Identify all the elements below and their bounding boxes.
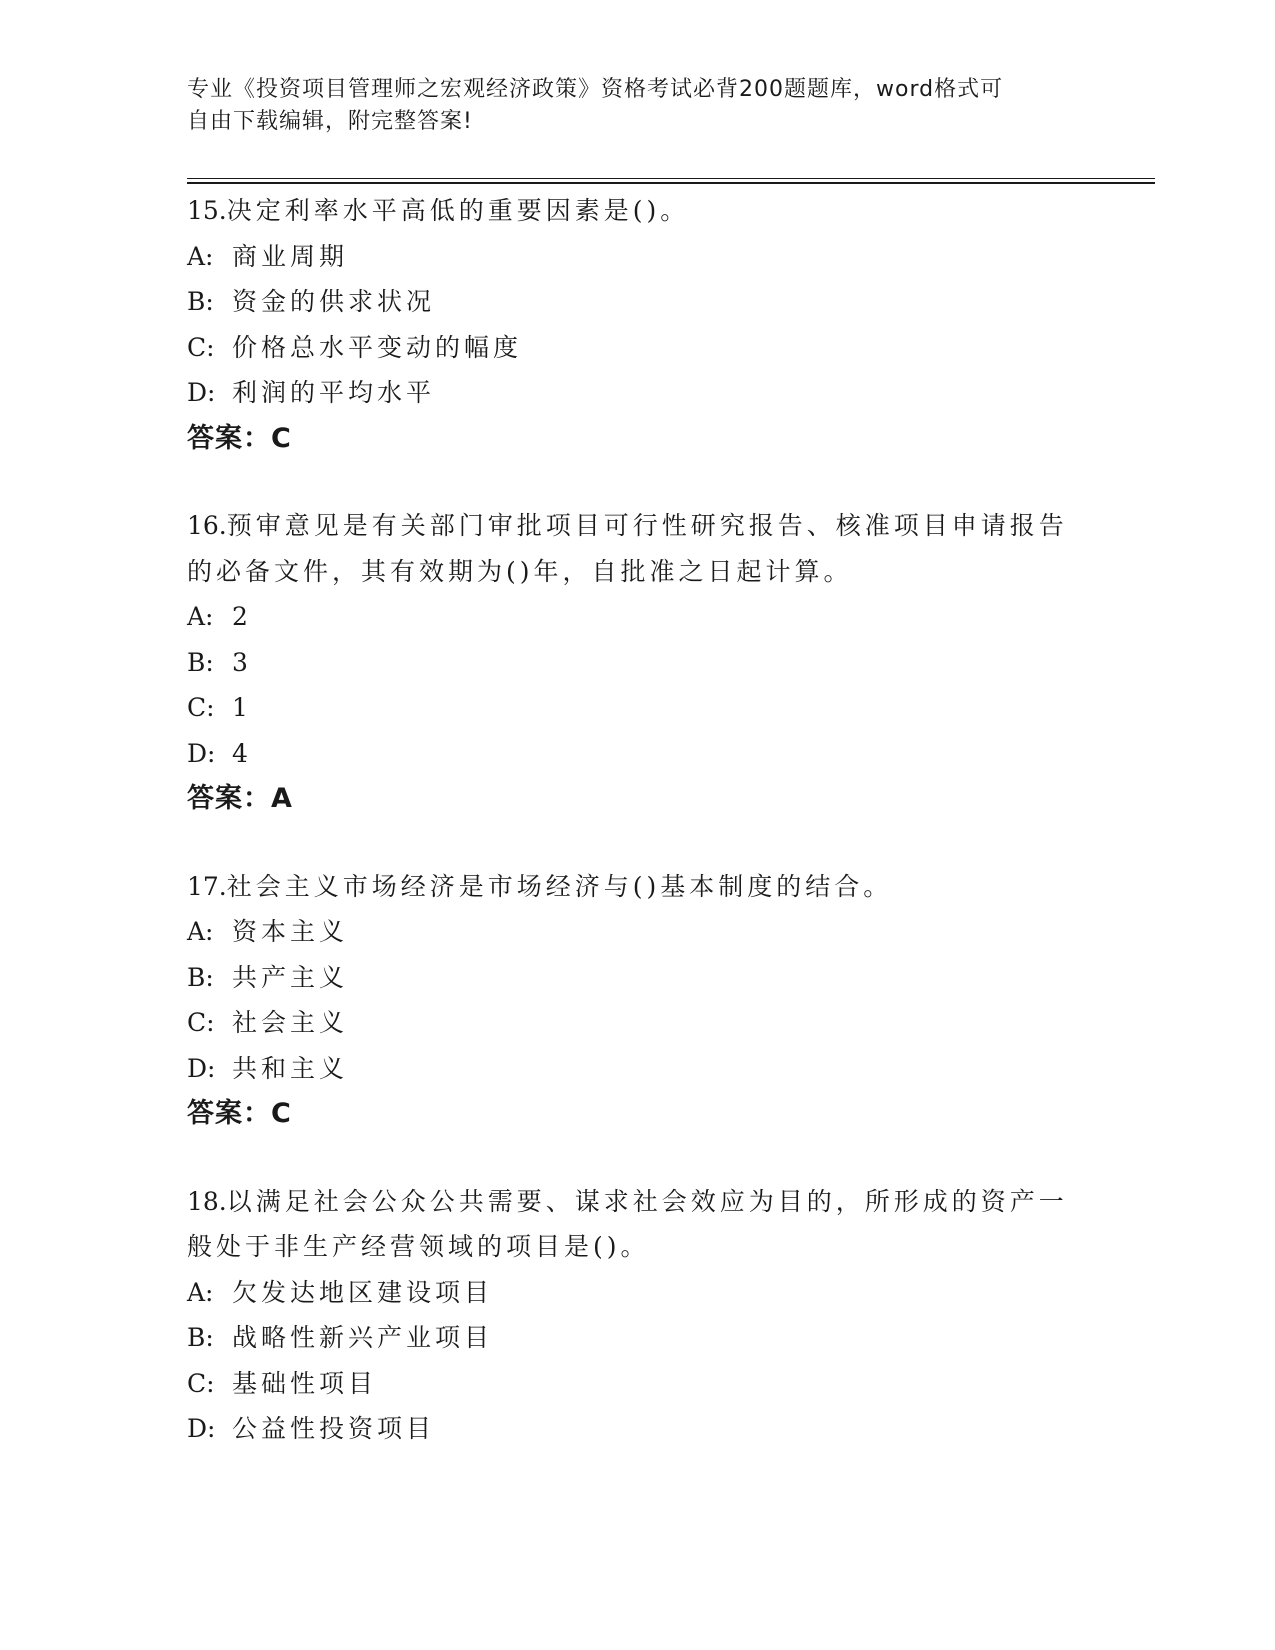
question-text-line [187,549,1087,595]
option-text: 利润的平均水平 [232,378,436,407]
question-text-line [187,188,1087,234]
option-key: B: [187,287,214,316]
question-block [187,1179,1087,1452]
option-text: 基础性项目 [232,1368,378,1398]
question-text [187,188,1087,234]
question-text-content: 决定利率水平高低的重要因素是()。 [226,196,690,225]
option-key: B: [187,1323,214,1352]
option-text: 资金的供求状况 [232,287,436,316]
option-key: D: [187,378,216,407]
document-header [187,74,1087,138]
question-text-line [187,503,1087,549]
option-b [187,279,1087,325]
option-key: C: [187,693,215,722]
option-key: A: [187,917,214,946]
header-line-1: 专业《投资项目管理师之宏观经济政策》资格考试必背200题题库，word格式可 [187,77,1004,102]
option-a [187,594,1087,640]
option-d [187,1046,1087,1092]
question-text [187,864,1087,910]
option-key: A: [187,1277,214,1307]
option-d [187,731,1087,777]
option-text: 共和主义 [232,1053,349,1083]
question-text-line [187,1179,1087,1225]
option-key: C: [187,1008,215,1037]
option-key: A: [187,602,214,631]
question-text-content: 的必备文件，其有效期为()年，自批准之日起计算。 [187,556,853,586]
question-text-content: 社会主义市场经济是市场经济与()基本制度的结合。 [226,871,893,901]
option-text: 1 [232,693,252,722]
answer-line: 答案：C [187,1098,292,1129]
question-text [187,1179,1087,1270]
option-text: 价格总水平变动的幅度 [232,332,523,362]
option-a [187,909,1087,955]
option-key: D: [187,738,216,768]
option-text: 共产主义 [232,962,349,992]
question-text-content: 般处于非生产经营领域的项目是()。 [187,1232,650,1261]
question-text-content: 以满足社会公众公共需要、谋求社会效应为目的，所形成的资产一 [226,1186,1068,1216]
question-text [187,503,1087,594]
question-text-content: 预审意见是有关部门审批项目可行性研究报告、核准项目申请报告 [226,511,1068,540]
option-key: A: [187,241,214,271]
option-a [187,234,1087,280]
option-text: 2 [232,602,252,631]
option-key: C: [187,332,215,362]
option-a [187,1270,1087,1316]
question-text-line [187,864,1087,910]
header-line-2: 自由下载编辑，附完整答案! [187,109,473,134]
answer-line: 答案：A [187,783,293,814]
option-b [187,1315,1087,1361]
option-text: 4 [232,738,252,768]
option-text: 欠发达地区建设项目 [232,1277,494,1307]
option-c [187,1361,1087,1407]
option-c [187,685,1087,731]
question-block [187,503,1087,822]
question-number: 17. [187,871,227,901]
option-key: B: [187,962,214,992]
option-key: D: [187,1053,216,1083]
option-b [187,955,1087,1001]
option-c [187,325,1087,371]
option-c [187,1000,1087,1046]
header-divider-thick [187,182,1155,184]
option-d [187,1406,1087,1452]
option-text: 3 [232,647,252,677]
question-text-line [187,1224,1087,1270]
option-text: 战略性新兴产业项目 [232,1323,494,1352]
question-block [187,864,1087,1137]
question-block [187,188,1087,461]
option-text: 资本主义 [232,917,349,946]
question-number: 18. [187,1186,227,1216]
option-text: 商业周期 [232,241,349,271]
question-number: 16. [187,511,227,540]
option-text: 公益性投资项目 [232,1414,436,1443]
option-key: C: [187,1368,215,1398]
option-d [187,370,1087,416]
option-text: 社会主义 [232,1008,349,1037]
option-b [187,640,1087,686]
option-key: B: [187,647,214,677]
header-divider-thin [187,178,1155,179]
question-list [187,188,1087,1494]
option-key: D: [187,1414,216,1443]
answer-line: 答案：C [187,422,292,454]
question-number: 15. [187,196,227,225]
